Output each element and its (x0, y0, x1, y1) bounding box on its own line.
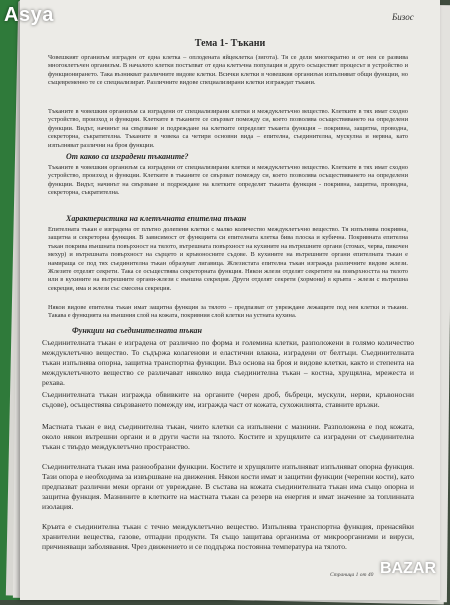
section-3-paragraph-2: Съединителната тъкан изгражда обвивките на органите (черен дроб, бъбреци, мускули, нерви, кръвоносни съдове), осъществява свързването помежду им, изгражда част от кожата, сухожилията, ставните връзки. (42, 390, 414, 409)
section-2-paragraph-2: Някои видове епителна тъкан имат защитна функция за тялото – предпазват от увреждане лежащите под нея клетки и тъкани. Такава е функцията на външния слой на кожата, покривния слой клетки на устната кухина. (48, 304, 408, 320)
page-title: Тема 1- Тъкани (194, 38, 266, 49)
document-page (20, 0, 440, 600)
intro-paragraph: Човешкият организъм изграден от една клетка – оплодената яйцеклетка (зигота). Тя се дели многократно и от нея се развива многоклетъчен организъм. В началото клетки постъпват от една клетъчна популация и друго осъществят процесът в устройство и функционирането. Така възникват различните видове клетки. Всички клетки в човешкия организъм изпълняват общи функции, но същевременно те се специализират. Различните видове специализирани клетки изграждат тъкани. (48, 54, 408, 87)
brand-logo: BAZAR (380, 560, 436, 577)
section-2-paragraph: Епителната тъкан е изградена от плътно долепени клетки с малко количество междуклетъчно вещество. Тя изпълнява покривна, защитна и секреторна функция. В зависимост от функцията си епителната клетка бива плоска и кубична. Покривната епителна тъкан покрива външната повърхност на тялото, вътрешната повърхност на кухините на вътрешните органи (стомах, черва, пикочен мехур) и вътрешната повърхност на сърцето и кръвоносните съдове. В кухините на вътрешните органи епителната тъкан е намираща се под тях съединителна тъкан образуват лигавица. Жлезистата епителна тъкан изгражда различните видове жлези. Жлезите отделят секрети. Така се осъществява секреторната функция. Някои жлези отделят секретите на повърхността на тялото или в кухините на вътрешните органи-жлези с външна секреция. Други отделят секрети (хормони) в кръвта - жлези с вътрешна секреция, има и жлези със смесена секреция. (48, 226, 408, 292)
section-1-paragraph: Тъканите в човешкия организъм са изградени от специализирани клетки и междуклетъчно вещество. Клетките в тях имат сходно устройство, произход и функции. Клетките в тъканите се свързват помежду си, което позволява осъществяването на определени функции. Видът, начинът на свързване и подреждане на клетките определят тъканта функция - покривна, защитна, проводна, секреторна, съкратителна. (48, 164, 408, 197)
section-3-paragraph-4: Съединителната тъкан има разнообразни функции. Костите и хрущялите изпълняват изпълняват опорна функция. Тази опора е необходима за извършване на движения. Някои кости имат и защитни функции (черепни кости), като предпазват различни меки органи от увреждане. В състава на кожата съединителната тъкан има също опорна и защитна функция. Мазнините в клетките на мастната тъкан са резерв на енергия и имат значение за топлинната изолация. (42, 462, 414, 511)
section-3-paragraph-3: Мастната тъкан е вид съединителна тъкан, чиито клетки са изпълнени с мазнини. Разположена е под кожата, около някои вътрешни органи и в други части на тялото. Костите и хрущялите са изградени от съединителна тъкан с твърдо междуклетъчно пространство. (42, 422, 414, 451)
intro-paragraph-2: Тъканите в човешкия организъм са изградени от специализирани клетки и междуклетъчно вещество. Клетките в тях имат сходно устройство, произход и функции. Клетките в тъканите се свързват помежду си, което позволява осъществяването на определени функции. Видът, начинът на свързване и подреждане на клетките определят тъканта функция – покривна, защитна, проводна, секреторна, съкратителна. Тъканите в човека са четири основни вида – епителна, съединителна, мускулна и нервна, като изпълняват различни на броя функции. (48, 108, 408, 149)
watermark-logo: Asya (4, 4, 54, 26)
section-3-paragraph-1: Съединителната тъкан е изградена от различно по форма и големина клетки, разположени в голямо количество междуклетъчно вещество. То съдържа колагенови и еластични влакна, изградени от белтъци. Съединителната тъкан изпълнява опорна, защитна транспортна функции. Въз основа на броя и видове клетки, както и степента на междуклетъчното вещество се различават няколко вида съединителна тъкан – костна, хрущялна, мрежеста и рехава. (42, 338, 414, 387)
section-heading-2: Характеристика на клетъчната епителна тъкан (66, 214, 247, 223)
section-3-paragraph-5: Кръвта е съединителна тъкан с течно междуклетъчно вещество. Изпълнява транспортна функция, пренасяйки хранителни вещества, газове, отпадни продукти. Тя също защитава организма от микроорганизми и вируси, причиняващи заболявания. Чрез движението и се поддържа постоянна температура на тялото. (42, 522, 414, 551)
section-heading-1: От какво са изградени тъканите? (66, 152, 189, 161)
section-heading-3: Функции на съединителната тъкан (72, 326, 202, 335)
handwritten-note: Бизос (392, 12, 414, 22)
page-number-footer: Страница 1 от 40 (330, 572, 374, 578)
